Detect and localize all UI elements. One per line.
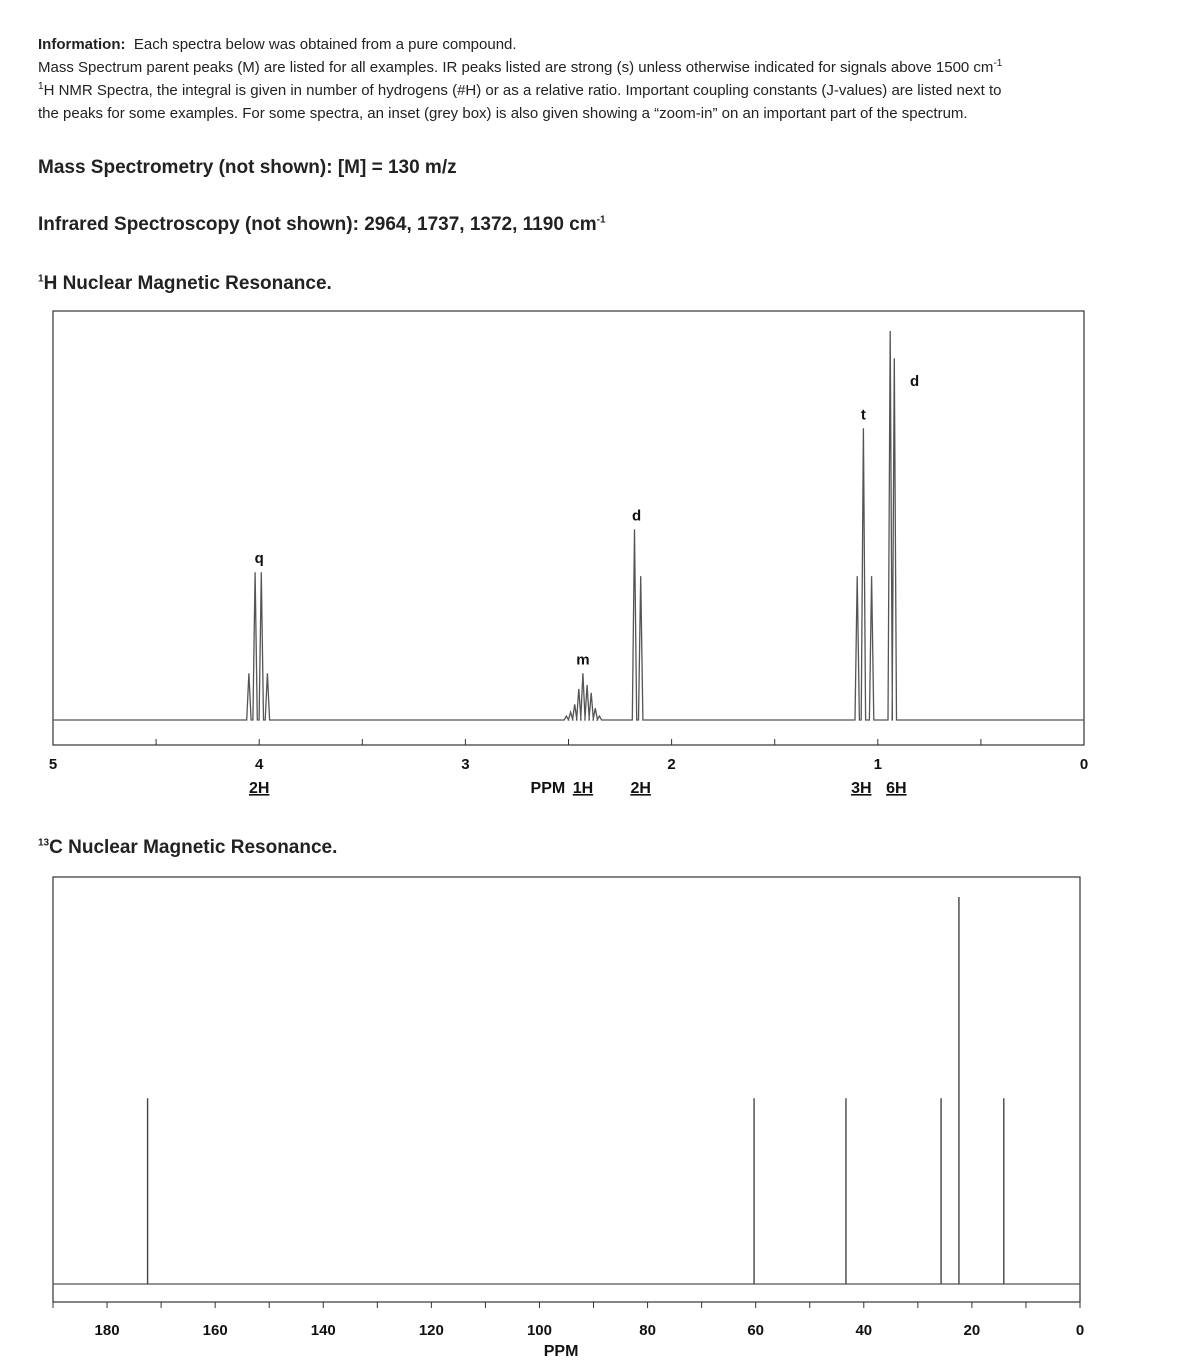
c-nmr-tick-label: 140 (310, 1322, 336, 1339)
h-nmr-integral: 2H (630, 780, 651, 797)
h-nmr-x-axis-title: PPM (530, 780, 566, 797)
h-nmr-plot-frame (53, 311, 1084, 745)
info-line-1-text: Each spectra below was obtained from a pure compound. (133, 36, 517, 53)
h-nmr-peak-label: t (860, 406, 866, 424)
info-line-2-text: Mass Spectrum parent peaks (M) are listed for all examples. IR peaks listed are strong (s) unless otherwise indicated for signals above 1500 cm (38, 59, 994, 76)
c-nmr-heading-sup: 13 (38, 837, 50, 849)
c-nmr-tick-label: 180 (94, 1322, 120, 1339)
h-nmr-peak-label: d (910, 373, 920, 390)
h-nmr-integral: 3H (851, 780, 872, 797)
h-nmr-tick-label: 1 (873, 756, 882, 773)
info-line-2-sup: -1 (993, 58, 1003, 69)
h-nmr-integral: 1H (572, 780, 594, 797)
h-nmr-peak-label: d (631, 507, 642, 525)
h-nmr-tick-label: 2 (667, 756, 676, 773)
c-nmr-tick-label: 0 (1075, 1322, 1085, 1339)
ir-heading-sup: -1 (596, 214, 606, 226)
h-nmr-peak-label: q (254, 550, 264, 568)
h-nmr-integral: 6H (886, 780, 907, 797)
info-line-3-sup: 1 (38, 81, 44, 92)
info-line-4: the peaks for some examples. For some spectra, an inset (grey box) is also given showing a “zoom-in” on an important part of the spectrum. (38, 105, 968, 122)
h-nmr-tick-label: 3 (461, 756, 470, 773)
h-nmr-tick-label: 5 (48, 756, 58, 773)
h-nmr-tick-label: 4 (255, 756, 264, 773)
h-nmr-integral: 2H (248, 780, 270, 797)
c-nmr-tick-label: 40 (855, 1322, 873, 1339)
h-nmr-tick-label: 0 (1079, 756, 1089, 773)
c-nmr-heading-text: C Nuclear Magnetic Resonance. (49, 837, 338, 858)
h-nmr-heading-text: H Nuclear Magnetic Resonance. (43, 273, 332, 294)
c-nmr-plot-frame (53, 877, 1080, 1302)
info-line-3-text: H NMR Spectra, the integral is given in number of hydrogens (#H) or as a relative ratio. Important coupling constants (J-values) are listed next to (43, 82, 1002, 99)
ir-heading-text: Infrared Spectroscopy (not shown): 2964, 1737, 1372, 1190 cm (38, 214, 597, 235)
c-nmr-tick-label: 60 (747, 1322, 765, 1339)
c-nmr-tick-label: 80 (639, 1322, 656, 1339)
h-nmr-heading-sup: 1 (38, 273, 44, 285)
mass-spec-heading: Mass Spectrometry (not shown): [M] = 130 m/z (38, 157, 457, 178)
c-nmr-x-axis-title: PPM (543, 1343, 579, 1360)
c-nmr-tick-label: 20 (963, 1322, 981, 1339)
c-nmr-tick-label: 160 (202, 1322, 228, 1339)
h-nmr-peak-label: m (576, 651, 590, 669)
h-nmr-trace (53, 331, 1084, 720)
h-nmr-chart (49, 331, 1088, 797)
c-nmr-tick-label: 100 (526, 1322, 552, 1339)
c-nmr-chart (53, 897, 1084, 1360)
info-label: Information: (38, 36, 126, 53)
c-nmr-tick-label: 120 (418, 1322, 444, 1339)
